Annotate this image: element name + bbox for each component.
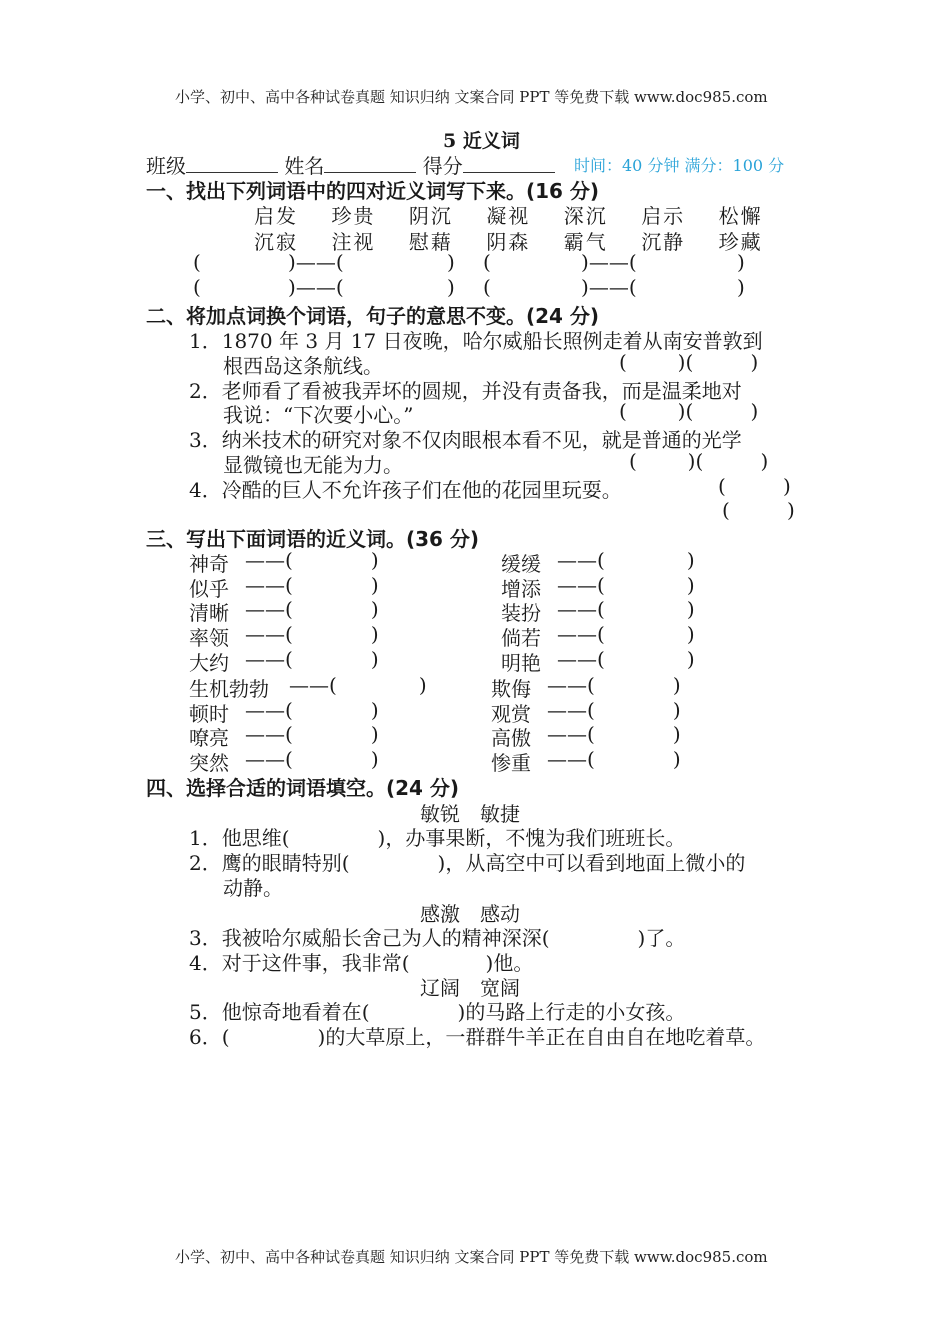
dash: —— <box>245 622 285 646</box>
s3-right-answer[interactable]: ——( ) <box>547 698 681 722</box>
q-text: )，从高空中可以看到地面上微小的 <box>437 851 746 875</box>
s3-left-word: 似乎 <box>189 577 229 601</box>
section-3-heading: 三、写出下面词语的近义词。(36 分) <box>146 527 480 551</box>
s3-right-word: 缓缓 <box>501 552 541 576</box>
q-text: 5．他惊奇地看着在( <box>189 1000 370 1024</box>
word: 阴沉 <box>408 204 453 228</box>
paren-close: ) <box>737 250 745 274</box>
s2-q4-line1: 4．冷酷的巨人不允许孩子们在他的花园里玩耍。 <box>189 478 622 502</box>
paren-close: ) <box>737 275 745 299</box>
score-field[interactable] <box>463 154 555 173</box>
q-text: )的马路上行走的小女孩。 <box>457 1000 686 1024</box>
s3-right-answer[interactable]: ——( ) <box>557 573 695 597</box>
s1-answer-row-2[interactable]: ( <box>193 275 201 299</box>
dash: —— <box>557 647 597 671</box>
dash: —— <box>588 275 629 299</box>
word: 凝视 <box>486 204 531 228</box>
dash: —— <box>245 747 285 771</box>
s2-q1-line1: 1．1870 年 3 月 17 日夜晚，哈尔威船长照例走着从南安普敦到 <box>189 329 763 353</box>
s3-right-answer[interactable]: ——( ) <box>547 747 681 771</box>
s3-left-answer[interactable]: ——( ) <box>245 573 379 597</box>
word: 启示 <box>641 204 686 228</box>
dash: —— <box>547 747 587 771</box>
s3-right-word: 高傲 <box>491 726 531 750</box>
dash: —— <box>245 698 285 722</box>
s3-left-answer[interactable]: ——( ) <box>245 747 379 771</box>
word: 珍贵 <box>331 204 376 228</box>
q-text: 4．对于这件事，我非常( <box>189 951 410 975</box>
s2-q4-answer-2[interactable]: ( ) <box>722 498 795 522</box>
s3-right-word: 装扮 <box>501 601 541 625</box>
s3-left-answer[interactable]: ——( ) <box>245 622 379 646</box>
s3-right-answer[interactable]: ——( ) <box>557 548 695 572</box>
word: 注视 <box>331 230 376 254</box>
class-field[interactable] <box>186 154 278 173</box>
s3-right-word: 惨重 <box>491 751 531 775</box>
s3-left-word: 率领 <box>189 626 229 650</box>
s3-left-word: 大约 <box>189 651 229 675</box>
s3-left-word: 顿时 <box>189 702 229 726</box>
paren-close: ) <box>447 275 455 299</box>
s3-left-word: 清晰 <box>189 601 229 625</box>
q-text: )了。 <box>637 926 686 950</box>
page-footer: 小学、初中、高中各种试卷真题 知识归纳 文案合同 PPT 等免费下载 www.doc985.com <box>175 1248 768 1266</box>
dash: —— <box>289 673 329 697</box>
word: 珍藏 <box>718 230 763 254</box>
dash: —— <box>245 647 285 671</box>
s3-right-word: 观赏 <box>491 702 531 726</box>
s1-answer-row-2b[interactable]: ( <box>483 275 491 299</box>
word-choice-group-3: 辽阔 宽阔 <box>420 976 520 1000</box>
word: 启发 <box>254 204 298 228</box>
class-label: 班级 <box>146 154 186 178</box>
word: 沉寂 <box>254 230 298 254</box>
dash: —— <box>245 573 285 597</box>
dash: —— <box>295 250 336 274</box>
s3-right-answer[interactable]: ——( ) <box>547 722 681 746</box>
s3-left-answer[interactable]: ——( ) <box>245 698 379 722</box>
page-title: 5 近义词 <box>443 130 520 152</box>
word: 松懈 <box>718 204 763 228</box>
s3-right-word: 明艳 <box>501 651 541 675</box>
s3-right-answer[interactable]: ——( ) <box>547 673 681 697</box>
dash: —— <box>245 597 285 621</box>
paren-close: )——( <box>581 275 637 299</box>
dash: —— <box>245 722 285 746</box>
dash: —— <box>557 548 597 572</box>
s3-left-word: 突然 <box>189 751 229 775</box>
q-text: 3．我被哈尔威船长舍己为人的精神深深( <box>189 926 550 950</box>
section-2-heading: 二、将加点词换个词语，句子的意思不变。(24 分) <box>146 304 600 328</box>
s2-q1-answer[interactable]: ( )( ) <box>619 350 759 374</box>
s3-left-answer[interactable]: ——( ) <box>289 673 427 697</box>
s4-q2-line2: 动静。 <box>223 876 283 900</box>
q-text: 2．鹰的眼睛特别( <box>189 851 350 875</box>
dash: —— <box>557 573 597 597</box>
dash: —— <box>557 622 597 646</box>
word: 深沉 <box>563 204 608 228</box>
dash: —— <box>547 673 587 697</box>
paren-close: )——( <box>288 275 344 299</box>
section-1-heading: 一、找出下列词语中的四对近义词写下来。(16 分) <box>146 179 600 203</box>
s1-answer-row-1[interactable]: ( <box>193 250 201 274</box>
word: 沉静 <box>641 230 686 254</box>
s2-q2-answer[interactable]: ( )( ) <box>619 399 759 423</box>
time-score-info: 时间：40 分钟 满分：100 分 <box>574 156 785 175</box>
dash: —— <box>295 275 336 299</box>
s3-left-answer[interactable]: ——( ) <box>245 597 379 621</box>
s3-right-word: 增添 <box>501 577 541 601</box>
s3-left-word: 嘹亮 <box>189 726 229 750</box>
s3-right-word: 欺侮 <box>491 677 531 701</box>
word-choice-group-2: 感激 感动 <box>420 902 520 926</box>
name-field[interactable] <box>324 154 416 173</box>
word: 慰藉 <box>408 230 453 254</box>
s2-q1-line2: 根西岛这条航线。 <box>223 354 383 378</box>
s2-q3-answer[interactable]: ( )( ) <box>629 449 769 473</box>
s2-q3-line2: 显微镜也无能为力。 <box>223 453 403 477</box>
s3-left-answer[interactable]: ——( ) <box>245 647 379 671</box>
dash: —— <box>557 597 597 621</box>
s3-left-word: 神奇 <box>189 552 229 576</box>
s2-q4-answer-1[interactable]: ( ) <box>718 474 791 498</box>
s3-right-word: 倘若 <box>501 626 541 650</box>
dash: —— <box>588 250 629 274</box>
page-header: 小学、初中、高中各种试卷真题 知识归纳 文案合同 PPT 等免费下载 www.doc985.com <box>175 88 768 106</box>
word-choice-group-1: 敏锐 敏捷 <box>420 802 520 826</box>
section-4-heading: 四、选择合适的词语填空。(24 分) <box>146 776 460 800</box>
s3-right-answer[interactable]: ——( ) <box>557 597 695 621</box>
s1-word-row-1 <box>254 200 763 229</box>
q-text: )，办事果断，不愧为我们班班长。 <box>377 826 686 850</box>
dash: —— <box>547 698 587 722</box>
dash: —— <box>245 548 285 572</box>
s2-q3-line1: 3．纳米技术的研究对象不仅肉眼根本看不见，就是普通的光学 <box>189 428 742 452</box>
dash: —— <box>547 722 587 746</box>
s2-q2-line1: 2．老师看了看被我弄坏的圆规，并没有责备我，而是温柔地对 <box>189 379 742 403</box>
paren-close: )——( <box>581 250 637 274</box>
s3-left-word: 生机勃勃 <box>189 677 269 701</box>
q-text: 1．他思维( <box>189 826 290 850</box>
s3-left-answer[interactable]: ——( ) <box>245 548 379 572</box>
s2-q2-line2: 我说：“下次要小心。” <box>223 403 414 427</box>
s3-right-answer[interactable]: ——( ) <box>557 647 695 671</box>
paren-close: )——( <box>288 250 344 274</box>
paren-close: ) <box>447 250 455 274</box>
s3-right-answer[interactable]: ——( ) <box>557 622 695 646</box>
q-text: )的大草原上，一群群牛羊正在自由自在地吃着草。 <box>317 1025 766 1049</box>
word: 阴森 <box>486 230 531 254</box>
q-text: 6．( <box>189 1025 230 1049</box>
s4-q6 <box>189 1021 765 1050</box>
name-label: 姓名 <box>284 154 325 178</box>
word: 霸气 <box>563 230 608 254</box>
s3-left-answer[interactable]: ——( ) <box>245 722 379 746</box>
score-label: 得分 <box>422 154 463 178</box>
s1-answer-row-1b[interactable]: ( <box>483 250 491 274</box>
q-text: )他。 <box>485 951 534 975</box>
